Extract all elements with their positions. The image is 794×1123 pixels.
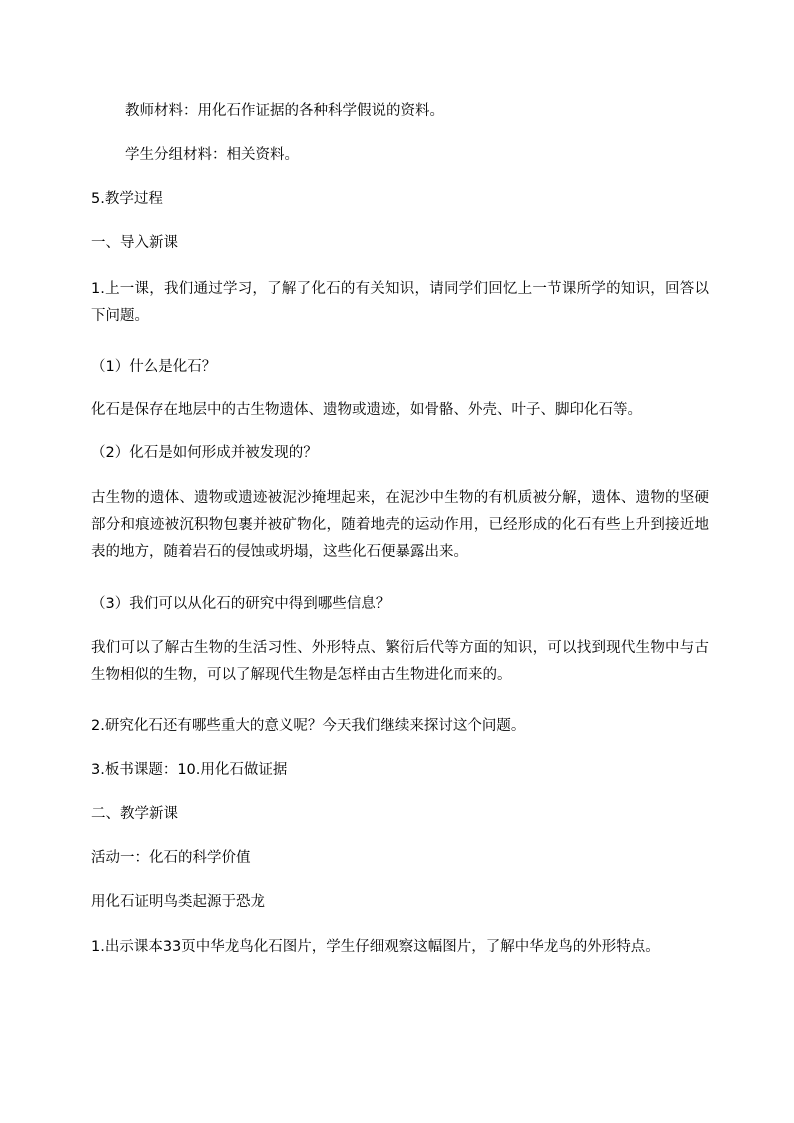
subheading-birds-dinosaurs: 用化石证明鸟类起源于恐龙 bbox=[91, 894, 265, 910]
answer-1: 化石是保存在地层中的古生物遗体、遗物或遗迹，如骨骼、外壳、叶子、脚印化石等。 bbox=[91, 402, 642, 418]
section-heading-introduction: 一、导入新课 bbox=[91, 235, 178, 251]
section-heading-teaching-process: 5.教学过程 bbox=[91, 191, 163, 207]
paragraph-lesson-title: 3.板书课题：10.用化石做证据 bbox=[91, 762, 288, 778]
question-3: （3）我们可以从化石的研究中得到哪些信息？ bbox=[91, 596, 391, 612]
activity-heading: 活动一：化石的科学价值 bbox=[91, 850, 251, 866]
section-heading-new-lesson: 二、教学新课 bbox=[91, 806, 178, 822]
question-1: （1）什么是化石？ bbox=[91, 359, 217, 375]
paragraph-review-question: 1.上一课，我们通过学习，了解了化石的有关知识，请同学们回忆上一节课所学的知识，回答以下问题。 bbox=[91, 281, 709, 324]
teacher-materials: 教师材料：用化石作证据的各种科学假说的资料。 bbox=[125, 103, 444, 119]
paragraph-show-picture: 1.出示课本33页中华龙鸟化石图片，学生仔细观察这幅图片，了解中华龙鸟的外形特点。 bbox=[91, 939, 660, 955]
answer-2: 古生物的遗体、遗物或遗迹被泥沙掩埋起来，在泥沙中生物的有机质被分解，遗体、遗物的坚硬部分和痕迹被沉积物包裹并被矿物化，随着地壳的运动作用，已经形成的化石有些上升到接近地表的地方，随着岩石的侵蚀或坍塌，这些化石便暴露出来。 bbox=[91, 490, 709, 560]
answer-3: 我们可以了解古生物的生活习性、外形特点、繁衍后代等方面的知识，可以找到现代生物中与古生物相似的生物，可以了解现代生物是怎样由古生物进化而来的。 bbox=[91, 640, 709, 683]
student-materials: 学生分组材料：相关资料。 bbox=[125, 147, 299, 163]
paragraph-significance: 2.研究化石还有哪些重大的意义呢？今天我们继续来探讨这个问题。 bbox=[91, 718, 526, 734]
question-2: （2）化石是如何形成并被发现的？ bbox=[91, 445, 318, 461]
